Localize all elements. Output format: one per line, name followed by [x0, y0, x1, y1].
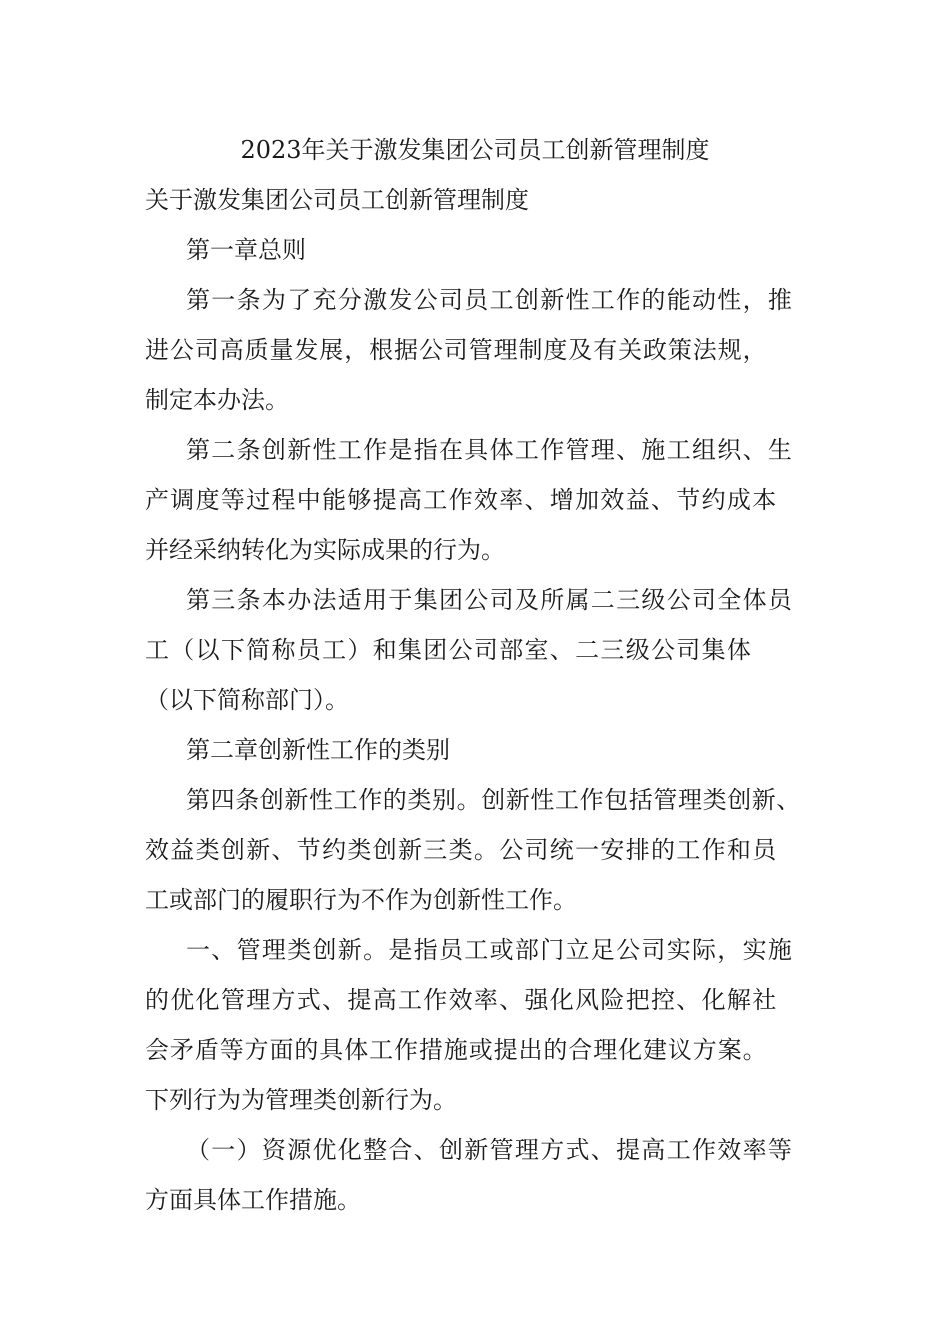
- paragraph-line: （一）资源优化整合、创新管理方式、提高工作效率等: [186, 1136, 794, 1164]
- paragraph-line: 产调度等过程中能够提高工作效率、增加效益、节约成本: [145, 486, 778, 514]
- paragraph-line: 的优化管理方式、提高工作效率、强化风险把控、化解社: [145, 986, 778, 1014]
- paragraph-line: 会矛盾等方面的具体工作措施或提出的合理化建议方案。: [145, 1036, 768, 1064]
- paragraph-line: 下列行为为管理类创新行为。: [145, 1086, 457, 1114]
- chapter-heading: 第二章创新性工作的类别: [186, 736, 450, 764]
- chapter-heading: 第一章总则: [186, 236, 306, 264]
- paragraph-line: 效益类创新、节约类创新三类。公司统一安排的工作和员: [145, 836, 778, 864]
- document-title: 2023年关于激发集团公司员工创新管理制度: [240, 136, 710, 164]
- paragraph-line: 第三条本办法适用于集团公司及所属二三级公司全体员: [186, 586, 794, 614]
- paragraph-line: 工或部门的履职行为不作为创新性工作。: [145, 886, 577, 914]
- document-subtitle: 关于激发集团公司员工创新管理制度: [145, 186, 529, 214]
- paragraph-line: 并经采纳转化为实际成果的行为。: [145, 536, 505, 564]
- paragraph-line: 制定本办法。: [145, 386, 289, 414]
- paragraph-line: 一、管理类创新。是指员工或部门立足公司实际，实施: [186, 936, 794, 964]
- paragraph-line: 工（以下简称员工）和集团公司部室、二三级公司集体: [145, 636, 753, 664]
- paragraph-line: 第四条创新性工作的类别。创新性工作包括管理类创新、: [186, 786, 801, 814]
- paragraph-line: 方面具体工作措施。: [145, 1186, 361, 1214]
- paragraph-line: 第一条为了充分激发公司员工创新性工作的能动性，推: [186, 286, 794, 314]
- paragraph-line: （以下简称部门）。: [145, 686, 349, 714]
- paragraph-line: 第二条创新性工作是指在具体工作管理、施工组织、生: [186, 436, 794, 464]
- paragraph-line: 进公司高质量发展，根据公司管理制度及有关政策法规，: [145, 336, 768, 364]
